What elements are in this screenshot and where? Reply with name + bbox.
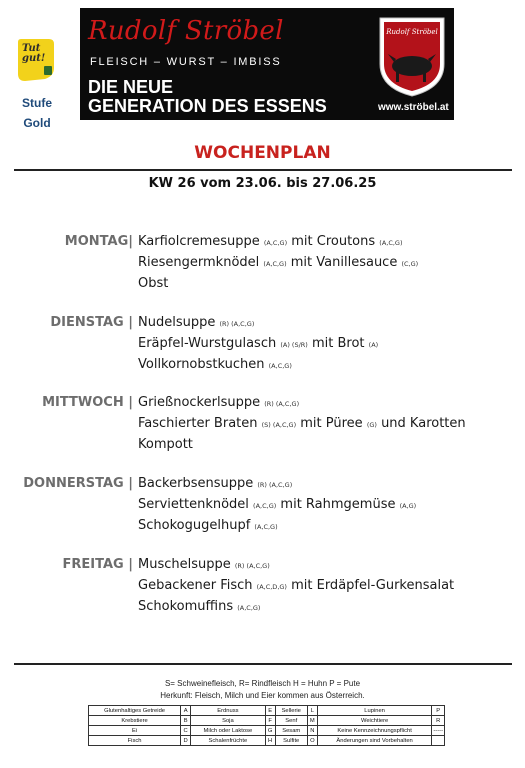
- allergen-code: (A,C,G): [254, 523, 278, 531]
- divider-top: [14, 169, 512, 171]
- dish-line: [138, 474, 416, 495]
- day-label: DIENSTAG |: [50, 315, 133, 330]
- day-label: MONTAG|: [64, 234, 133, 249]
- dish-text: mit Croutons: [287, 234, 380, 249]
- dish-text: Serviettenknödel: [138, 497, 254, 512]
- allergen-code: (A,C,G): [268, 362, 292, 370]
- dish-text: Riesengermknödel: [138, 255, 264, 270]
- slogan-line-2: GENERATION DES ESSENS: [88, 96, 327, 116]
- allergen-code: (A) (S/R): [280, 341, 308, 349]
- allergen-name: Sulfite: [275, 736, 307, 746]
- allergen-letter: H: [265, 736, 275, 746]
- divider-bottom: [14, 663, 512, 665]
- allergen-letter: O: [307, 736, 317, 746]
- allergen-letter: A: [181, 706, 191, 716]
- dish-text: Faschierter Braten: [138, 416, 262, 431]
- website: www.ströbel.at: [378, 102, 449, 113]
- allergen-letter: D: [181, 736, 191, 746]
- allergen-code: (S) (A,C,G): [261, 421, 297, 429]
- allergen-code: (A,C,G): [263, 239, 288, 247]
- dish-line: [138, 435, 466, 455]
- allergen-letter: C: [181, 726, 191, 736]
- meat-legend: S= Schweinefleisch, R= Rindfleisch H = Huhn P = Pute: [164, 679, 361, 688]
- allergen-name: Soja: [191, 716, 265, 726]
- allergen-code: (A): [368, 341, 379, 349]
- certification-level: [11, 93, 63, 133]
- brand-subtitle: FLEISCH – WURST – IMBISS: [90, 56, 282, 68]
- tut-gut-badge: [15, 38, 55, 82]
- allergen-name: Glutenhaltiges Getreide: [89, 706, 181, 716]
- dish-text: Schokogugelhupf: [138, 518, 255, 533]
- allergen-name: Erdnuss: [191, 706, 265, 716]
- allergen-letter: E: [265, 706, 275, 716]
- dish-text: Schokomuffins: [138, 599, 238, 614]
- allergen-letter: P: [432, 706, 445, 716]
- allergen-name: Keine Kennzeichnungspflicht: [317, 726, 432, 736]
- dish-line: [138, 334, 378, 355]
- allergen-name: Sesam: [275, 726, 307, 736]
- allergen-code: (R) (A,C,G): [264, 400, 300, 408]
- allergen-row: [89, 736, 445, 746]
- dish-line: [138, 597, 454, 618]
- page-title: WOCHENPLAN: [194, 143, 331, 163]
- brand-name: Rudolf Ströbel: [88, 16, 284, 46]
- allergen-name: Fisch: [89, 736, 181, 746]
- allergen-name: Krebstiere: [89, 716, 181, 726]
- day-label: DONNERSTAG |: [23, 476, 133, 491]
- day-dishes: [138, 232, 418, 294]
- dish-line: [138, 253, 418, 274]
- allergen-letter: F: [265, 716, 275, 726]
- dish-line: [138, 555, 454, 576]
- allergen-letter: R: [432, 716, 445, 726]
- dish-line: [138, 232, 418, 253]
- allergen-code: (A,C,G): [263, 260, 287, 268]
- dish-line: [138, 274, 418, 294]
- dish-text: Grießnockerlsuppe: [138, 395, 265, 410]
- allergen-name: Sellerie: [275, 706, 307, 716]
- week-range: KW 26 vom 23.06. bis 27.06.25: [148, 176, 377, 191]
- brand-banner: [80, 8, 454, 120]
- dish-text: mit Rahmgemüse: [276, 497, 400, 512]
- dish-text: Nudelsuppe: [138, 315, 220, 330]
- dish-text: Obst: [138, 276, 169, 291]
- allergen-row: [89, 726, 445, 736]
- allergen-row: [89, 716, 445, 726]
- day-label: FREITAG |: [62, 557, 133, 572]
- allergen-code: (A,C,D,G): [256, 583, 287, 591]
- dish-line: [138, 414, 466, 435]
- slogan: [88, 78, 327, 116]
- gold-label: Gold: [23, 116, 51, 130]
- allergen-name: Senf: [275, 716, 307, 726]
- logo-text: Rudolf Ströbel: [386, 28, 438, 36]
- bull-logo: [376, 14, 448, 98]
- allergen-letter: [432, 736, 445, 746]
- allergen-letter: G: [265, 726, 275, 736]
- dish-text: mit Püree: [296, 416, 367, 431]
- badge-text: Tut gut!: [22, 43, 46, 64]
- dish-text: Muschelsuppe: [138, 557, 235, 572]
- dish-line: [138, 516, 416, 537]
- dish-text: mit Vanillesauce: [286, 255, 402, 270]
- allergen-letter: N: [307, 726, 317, 736]
- dish-line: [138, 393, 466, 414]
- allergen-letter: B: [181, 716, 191, 726]
- allergen-letter: -----: [433, 727, 443, 734]
- dish-text: Backerbsensuppe: [138, 476, 258, 491]
- dish-text: Eräpfel-Wurstgulasch: [138, 336, 281, 351]
- dish-line: [138, 576, 454, 597]
- slogan-line-1: DIE NEUE: [88, 77, 174, 97]
- allergen-name: Lupinen: [317, 706, 432, 716]
- dish-text: Vollkornobstkuchen: [138, 357, 269, 372]
- dish-line: [138, 355, 378, 376]
- allergen-code: (A,C,G): [253, 502, 277, 510]
- allergen-letter: M: [307, 716, 317, 726]
- dish-text: Gebackener Fisch: [138, 578, 257, 593]
- allergen-row: [89, 706, 445, 716]
- allergen-table: [88, 705, 445, 746]
- allergen-name: Weichtiere: [317, 716, 432, 726]
- dish-text: mit Brot: [307, 336, 369, 351]
- allergen-code: (A,C,G): [379, 239, 403, 247]
- allergen-code: (R) (A,C,G): [219, 320, 255, 328]
- dish-text: Kompott: [138, 437, 193, 452]
- day-dishes: [138, 393, 466, 455]
- allergen-letter: L: [307, 706, 317, 716]
- allergen-code: (R) (A,C,G): [257, 481, 293, 489]
- allergen-name: Schalenfrüchte: [191, 736, 265, 746]
- allergen-code: (A,G): [399, 502, 417, 510]
- bull-shield-icon: [376, 14, 448, 98]
- dish-line: [138, 495, 416, 516]
- allergen-code: (G): [366, 421, 377, 429]
- day-dishes: [138, 313, 378, 376]
- allergen-name: Milch oder Laktose: [191, 726, 265, 736]
- allergen-code: (A,C,G): [237, 604, 261, 612]
- stufe-label: Stufe: [22, 96, 52, 110]
- day-dishes: [138, 474, 416, 537]
- origin-note: Herkunft: Fleisch, Milch und Eier kommen aus Österreich.: [160, 691, 365, 700]
- dish-text: und Karotten: [376, 416, 466, 431]
- allergen-name: Ei: [89, 726, 181, 736]
- allergen-name: Änderungen sind Vorbehalten: [317, 736, 432, 746]
- allergen-code: (C,G): [401, 260, 419, 268]
- allergen-code: (R) (A,C,G): [234, 562, 270, 570]
- day-dishes: [138, 555, 454, 618]
- dish-text: Karfiolcremesuppe: [138, 234, 264, 249]
- day-label: MITTWOCH |: [42, 395, 133, 410]
- dish-text: mit Erdäpfel-Gurkensalat: [286, 578, 455, 593]
- dish-line: [138, 313, 378, 334]
